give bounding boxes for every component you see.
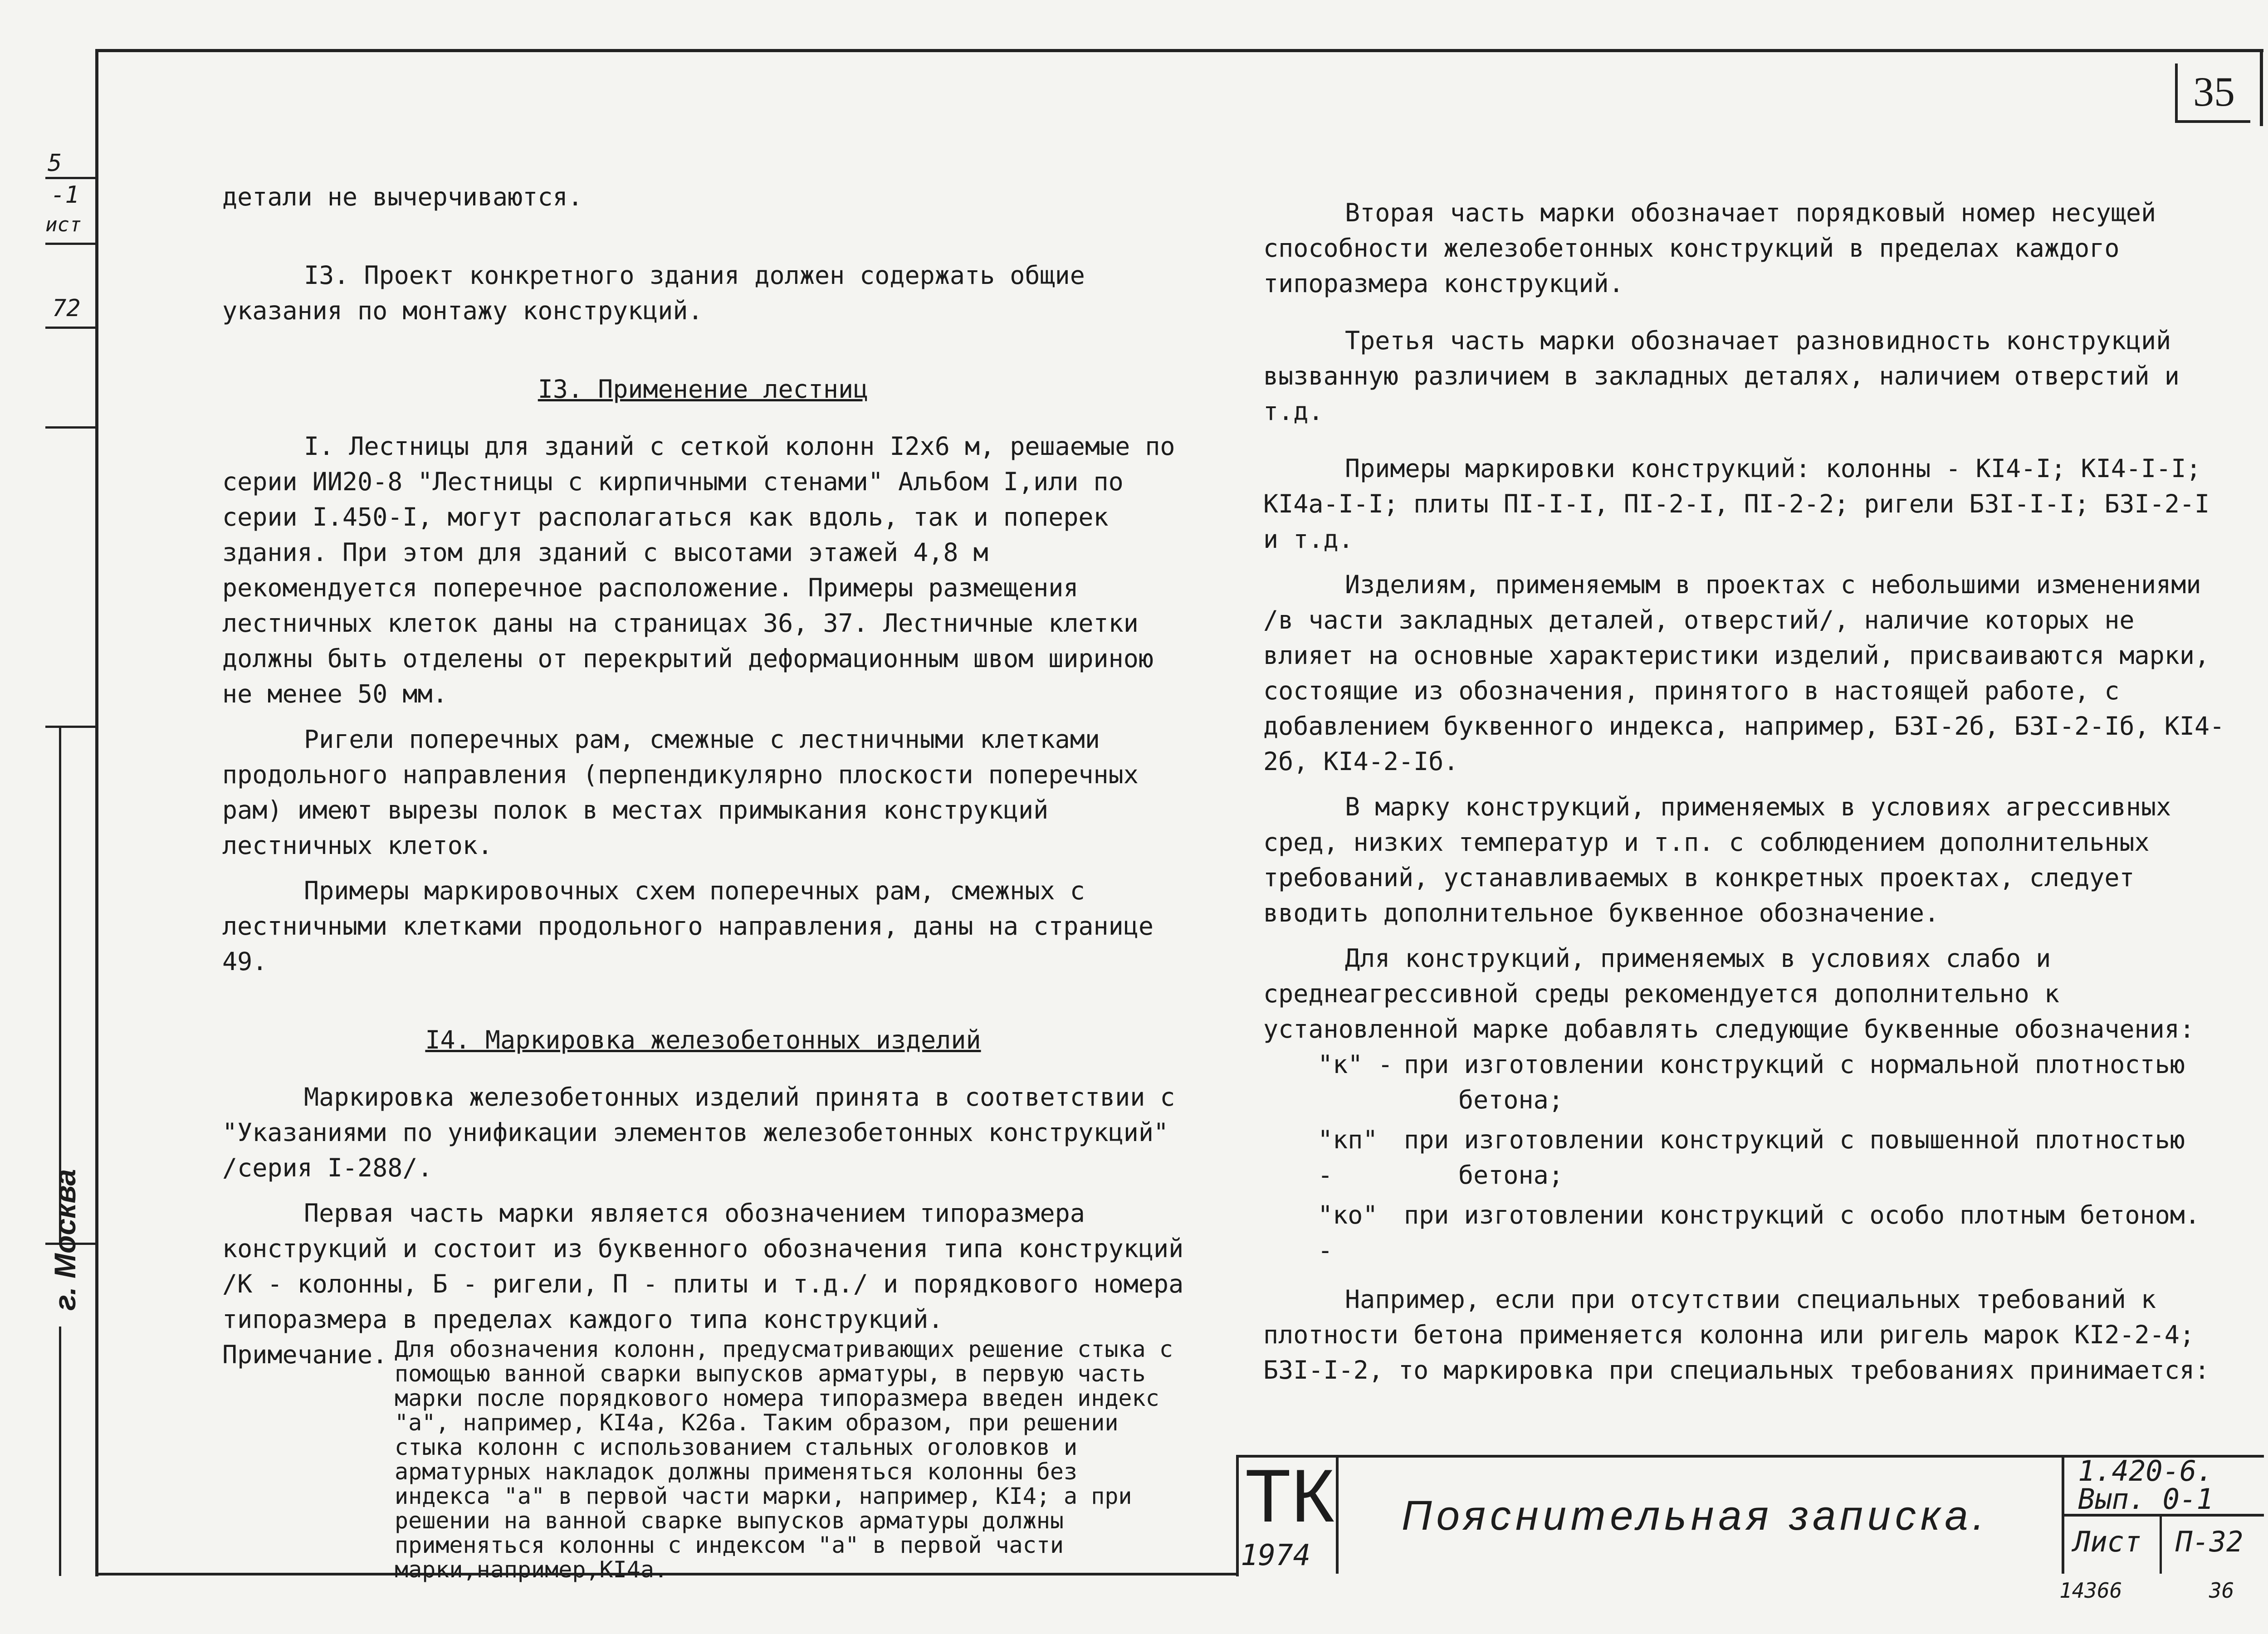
note-label: Примечание. (222, 1340, 388, 1369)
margin-rule (45, 327, 95, 329)
margin-mark: -1 (51, 181, 79, 209)
margin-rule (45, 177, 95, 179)
city-stamp: г. Москва (48, 1169, 82, 1311)
logo-text: ТК (1245, 1454, 1334, 1537)
sheet-value: П-32 (2175, 1525, 2244, 1558)
paragraph: I3. Проект конкретного здания должен содержать общие указания по монтажу конструкций. (222, 261, 1085, 325)
section-heading-13: I3. Применение лестниц (538, 375, 869, 404)
note (222, 1337, 1184, 1582)
paragraph: Третья часть марки обозначает разновидность конструкций вызванную различием в закладных деталях, наличием отверстий и т.д. (1263, 326, 2180, 426)
list-item: "к" - при изготовлении конструкций с нормальной плотностью бетона; (1318, 1050, 2185, 1114)
list-item: "кп" - при изготовлении конструкций с повышенной плотностью бетона; (1318, 1125, 2185, 1190)
frame-left-border (95, 49, 98, 1576)
paragraph: детали не вычерчиваются. (222, 182, 583, 211)
paragraph: Для конструкций, применяемых в условиях слабо и среднеагрессивной среды рекомендуется дополнительно к установленной марке добавлять следующие буквенные обозначения: (1263, 944, 2195, 1044)
title-block-logo (1236, 1455, 1339, 1574)
paragraph: В марку конструкций, применяемых в условиях агрессивных сред, низких температур и т.п. с соблюдением дополнительных требований, устанавливаемых в конкретных проектах, следует вводить дополнительное буквенное обозначение. (1263, 792, 2171, 927)
margin-rule (45, 243, 95, 245)
frame-right-border (2260, 49, 2263, 126)
margin-rule (59, 726, 61, 1243)
note-text: Для обозначения колонн, предусматривающих решение стыка с помощью ванной сварки выпусков арматуры, в первую часть марки после порядкового номера типоразмера введен индекс "а", например, КI4а, К26а. Таким образом, при решении стыка колонн с использованием стальных оголовков и арматурных накладок должны применяться колонны без индекса "а" в первой части марки, например, КI4; а при решении на ванной сварке выпусков арматуры должны применяться колонны с индексом "а" в первой части марки,например,КI4а. (395, 1336, 1173, 1583)
paragraph: Изделиям, применяемым в проектах с небольшими изменениями /в части закладных деталей, отверстий/, наличие которых не влияет на основные характеристики изделий, присваиваются марки, состоящие из обозначения, принятого в настоящей работе, с добавлением буквенного индекса, например, БЗI-2б, БЗI-2-Iб, КI4-2б, КI4-2-Iб. (1263, 570, 2225, 776)
series-code: 1.420-6. Вып. 0-1 (2078, 1454, 2214, 1516)
list-item: "ко" - при изготовлении конструкций с особо плотным бетоном. (1318, 1200, 2200, 1265)
margin-mark: 5 (48, 150, 62, 177)
right-column (1263, 195, 2225, 1388)
section-heading-14: I4. Маркировка железобетонных изделий (425, 1025, 981, 1054)
paragraph: Например, если при отсутствии специальных требований к плотности бетона применяется колонна или ригель марок КI2-2-4; БЗI-I-2, то маркировка при специальных требованиях принимается: (1263, 1285, 2210, 1385)
margin-mark: ист (45, 213, 82, 236)
margin-rule (45, 726, 95, 728)
margin-rule (45, 426, 95, 429)
divider (2064, 1514, 2264, 1517)
inventory-number: 14366 (2059, 1578, 2122, 1603)
page-number: 35 (2175, 63, 2250, 123)
paragraph: Вторая часть марки обозначает порядковый номер несущей способности железобетонных конструкций в пределах каждого типоразмера конструкций. (1263, 198, 2156, 298)
margin-mark: 72 (52, 295, 81, 322)
document-title: Пояснительная записка. (1402, 1493, 1989, 1539)
divider (2160, 1514, 2162, 1574)
year: 1974 (1241, 1539, 1311, 1572)
paragraph: Ригели поперечных рам, смежные с лестничными клетками продольного направления (перпендикулярно плоскости поперечных рам) имеют вырезы полок в местах примыкания конструкций лестничных клеток. (222, 725, 1139, 860)
paragraph: Первая часть марки является обозначением типоразмера конструкций и состоит из буквенного обозначения типа конструкций /К - колонны, Б - ригели, П - плиты и т.д./ и порядкового номера типоразмера в пределах каждого типа конструкций. (222, 1199, 1184, 1334)
paragraph: Примеры маркировочных схем поперечных рам, смежных с лестничными клетками продольного направления, даны на странице 49. (222, 876, 1154, 976)
sheet-label: Лист (2073, 1525, 2141, 1558)
paragraph: I. Лестницы для зданий с сеткой колонн I2х6 м, решаемые по серии ИИ20-8 "Лестницы с кирпичными стенами" Альбом I,или по серии I.450-I, могут располагаться как вдоль, так и поперек здания. При этом для зданий с высотами этажей 4,8 м рекомендуется поперечное расположение. Примеры размещения лестничных клеток даны на страницах 36, 37. Лестничные клетки должны быть отделены от перекрытий деформационным швом шириною не менее 50 мм. (222, 432, 1175, 708)
paragraph: Примеры маркировки конструкций: колонны - КI4-I; КI4-I-I; КI4а-I-I; плиты ПI-I-I, ПI-2-I, ПI-2-2; ригели БЗI-I-I; БЗI-2-I и т.д. (1263, 454, 2210, 554)
frame-top-border (95, 49, 2263, 52)
margin-rule (59, 1327, 61, 1576)
title-block-code (2062, 1455, 2264, 1574)
left-column (222, 179, 1184, 1582)
inventory-page: 36 (2209, 1578, 2234, 1603)
paragraph: Маркировка железобетонных изделий принята в соответствии с "Указаниями по унификации элементов железобетонных конструкций" /серия I-288/. (222, 1083, 1175, 1182)
